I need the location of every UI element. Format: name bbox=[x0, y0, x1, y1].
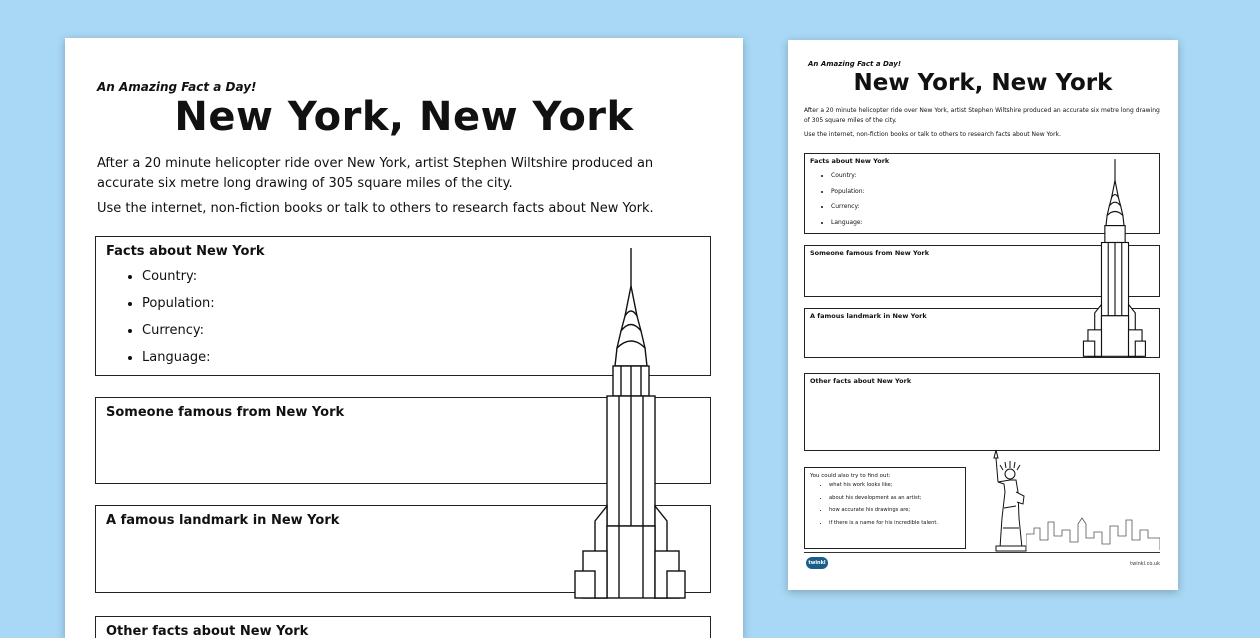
fact-item-currency-small: • Currency: bbox=[831, 203, 865, 219]
facts-list-small bbox=[823, 172, 865, 234]
worksheet-page-small bbox=[788, 40, 1178, 590]
worksheet-intro-small: After a 20 minute helicopter ride over New York, artist Stephen Wiltshire produced an accurate six metre long drawing of 305 square miles of the city. bbox=[804, 107, 1160, 124]
chrysler-building-icon bbox=[573, 246, 689, 601]
worksheet-instruction-small: Use the internet, non-fiction books or talk to others to research facts about New York. bbox=[804, 131, 1061, 138]
fact-item-population: • Population: bbox=[142, 296, 215, 323]
worksheet-title-small: New York, New York bbox=[853, 70, 1113, 96]
famous-box-heading-small: Someone famous from New York bbox=[810, 249, 930, 257]
chrysler-building-icon bbox=[1082, 158, 1148, 358]
other-facts-box-small bbox=[804, 373, 1160, 451]
landmark-box-heading-small: A famous landmark in New York bbox=[810, 312, 927, 320]
fact-item-country-small: • Country: bbox=[831, 172, 865, 188]
city-skyline-icon bbox=[1026, 510, 1160, 550]
footer-url: twinkl.co.uk bbox=[1130, 561, 1160, 567]
fact-item-language: • Language: bbox=[142, 350, 215, 377]
famous-box-heading: Someone famous from New York bbox=[106, 405, 345, 420]
worksheet-title: New York, New York bbox=[174, 94, 634, 140]
also-item: • what his work looks like; bbox=[829, 482, 938, 495]
also-find-out-box bbox=[804, 467, 966, 549]
also-item: • how accurate his drawings are; bbox=[829, 507, 938, 520]
other-facts-box bbox=[95, 616, 711, 638]
worksheet-instruction: Use the internet, non-fiction books or talk to others to research facts about New York. bbox=[97, 201, 654, 216]
also-list bbox=[821, 482, 938, 532]
footer-rule bbox=[804, 552, 1160, 553]
facts-list bbox=[128, 269, 215, 377]
also-box-heading: You could also try to find out: bbox=[810, 473, 891, 479]
other-box-heading-small: Other facts about New York bbox=[810, 377, 912, 385]
facts-box-heading-small: Facts about New York bbox=[810, 157, 890, 165]
fact-item-currency: • Currency: bbox=[142, 323, 215, 350]
landmark-box-heading: A famous landmark in New York bbox=[106, 513, 340, 528]
worksheet-page-large bbox=[65, 38, 743, 638]
fact-item-language-small: • Language: bbox=[831, 219, 865, 235]
facts-box-heading: Facts about New York bbox=[106, 244, 265, 259]
fact-item-country: • Country: bbox=[142, 269, 215, 296]
other-box-heading: Other facts about New York bbox=[106, 624, 309, 638]
worksheet-kicker-small: An Amazing Fact a Day! bbox=[808, 60, 902, 68]
also-item: • if there is a name for his incredible talent. bbox=[829, 520, 938, 533]
worksheet-intro: After a 20 minute helicopter ride over New York, artist Stephen Wiltshire produced an accurate six metre long drawing of 305 square miles of the city. bbox=[97, 156, 654, 191]
also-item: • about his development as an artist; bbox=[829, 495, 938, 508]
fact-item-population-small: • Population: bbox=[831, 188, 865, 204]
brand-logo: twinkl bbox=[806, 557, 828, 569]
worksheet-kicker: An Amazing Fact a Day! bbox=[97, 80, 257, 94]
